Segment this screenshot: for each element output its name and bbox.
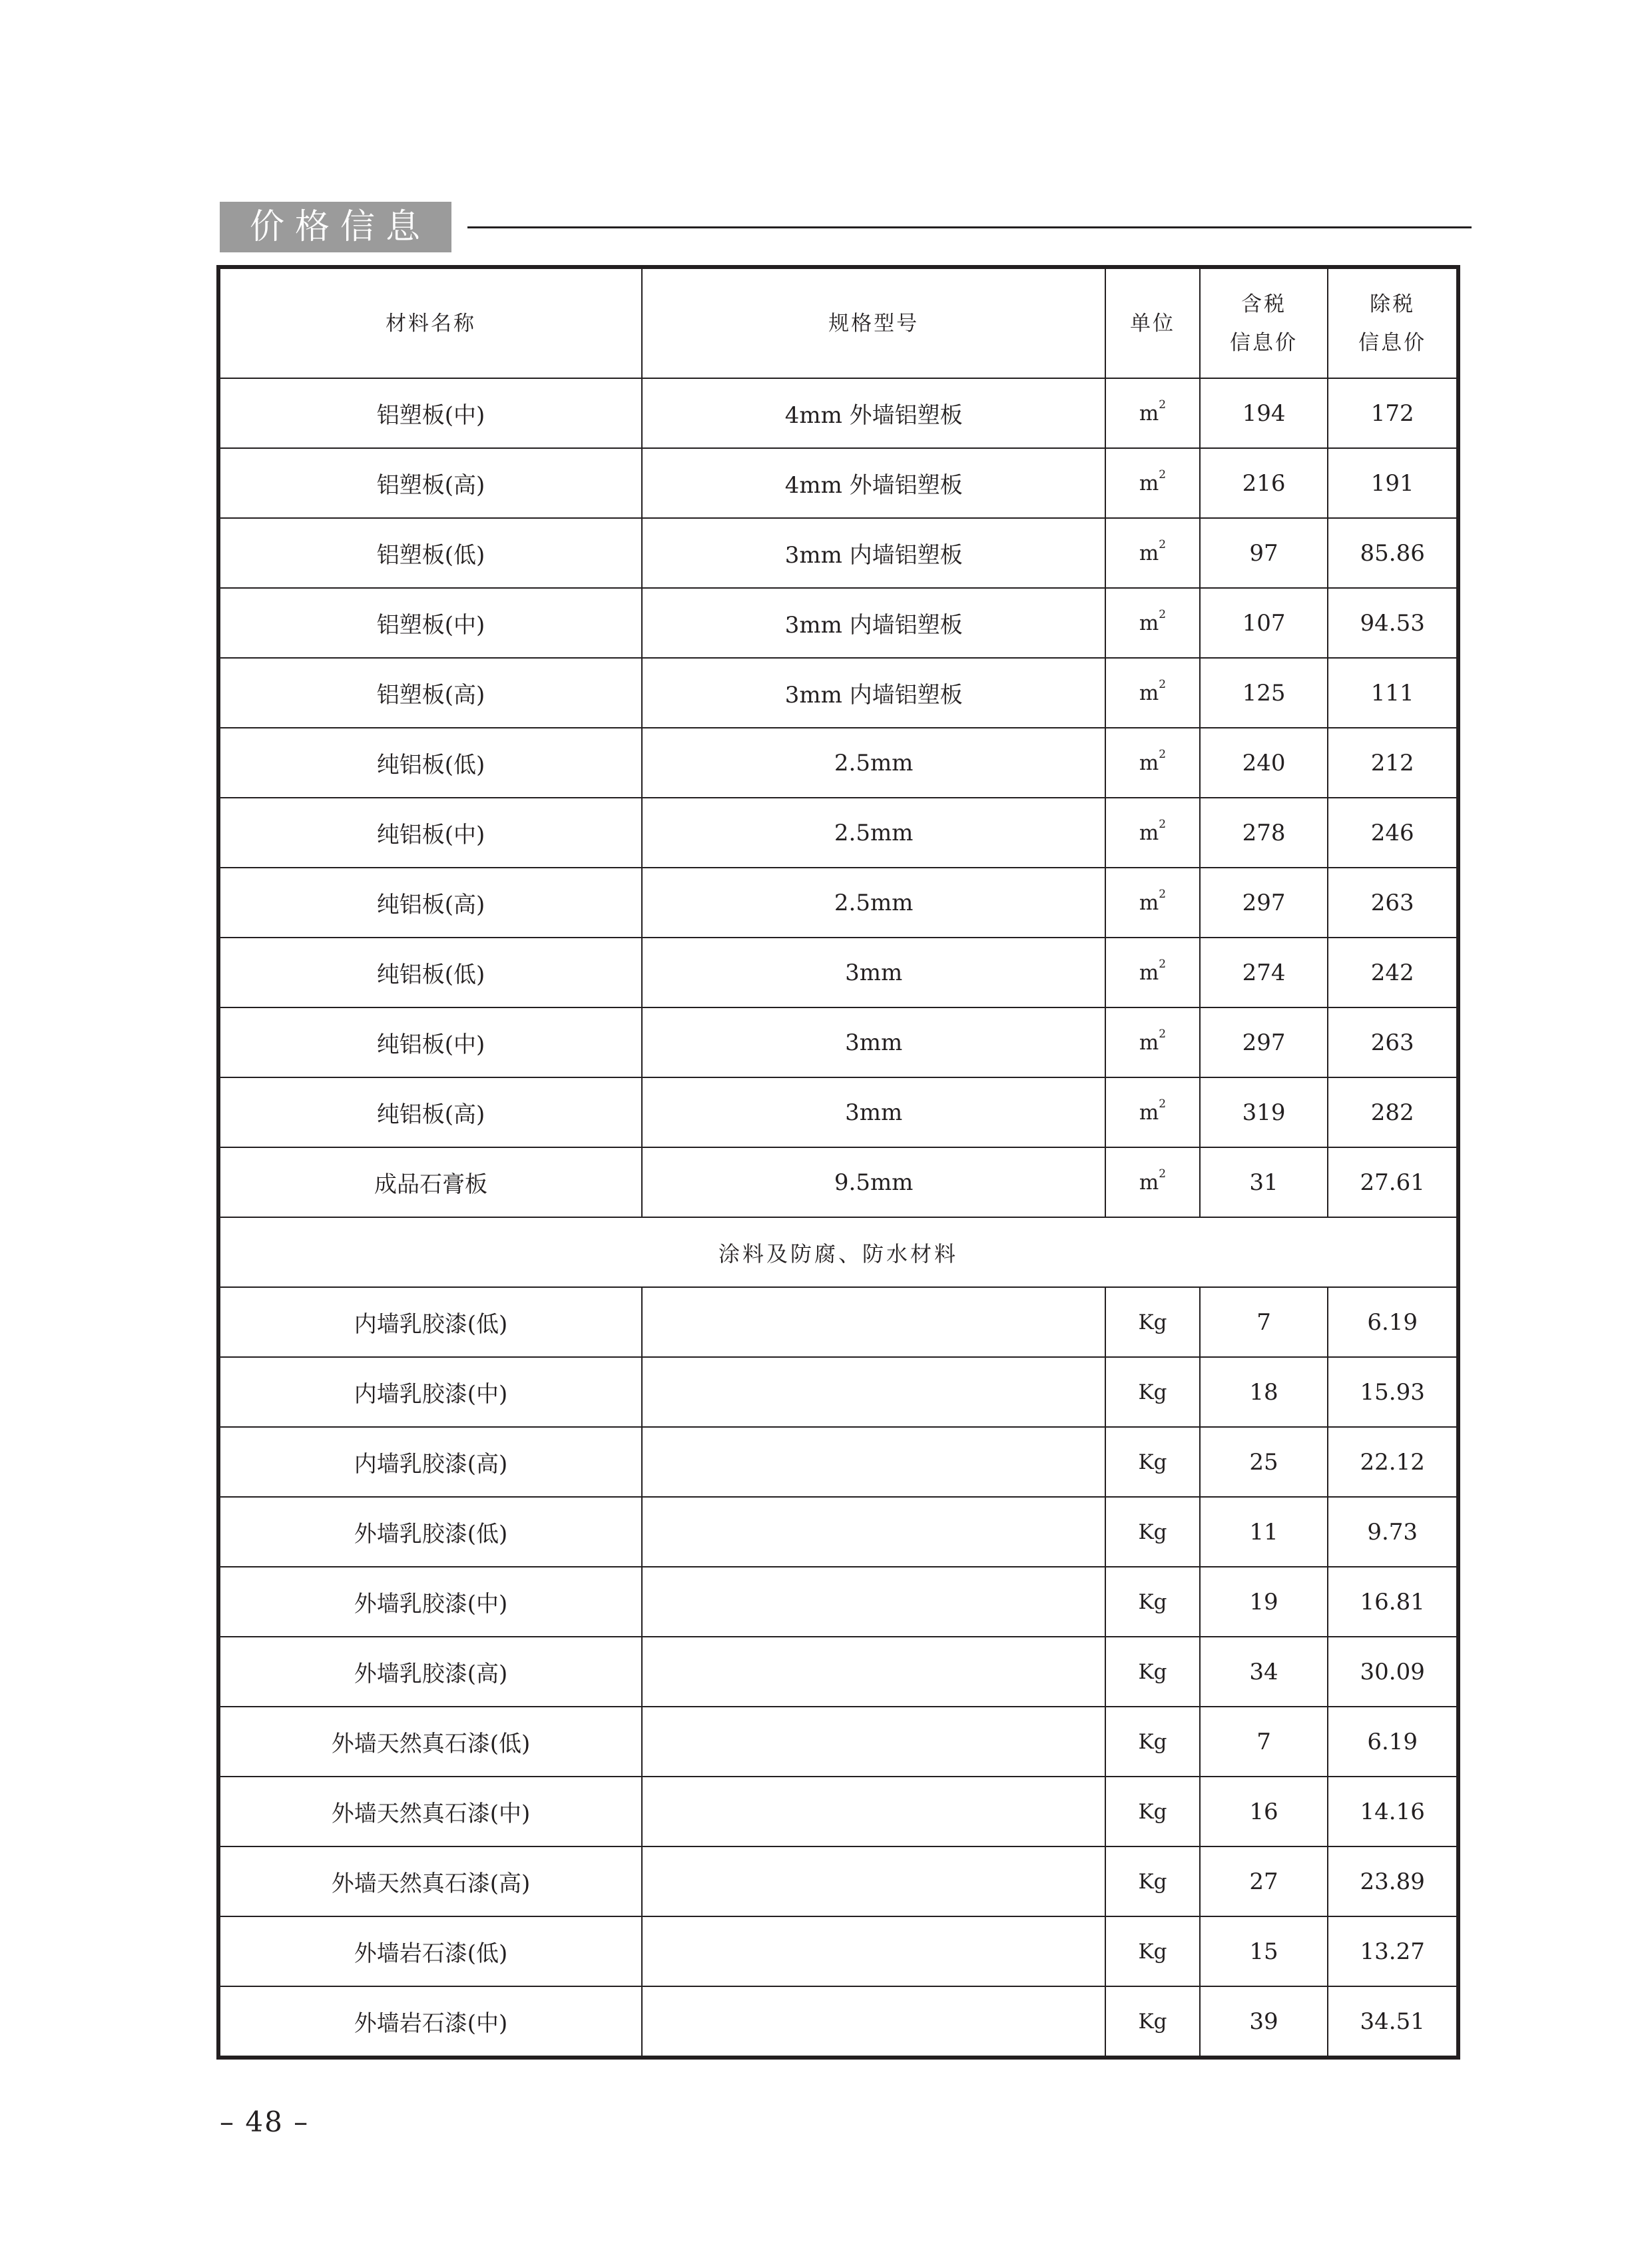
- unit-cell: [1105, 1007, 1199, 1077]
- unit-text: Kg: [1138, 2009, 1167, 2034]
- unit-superscript: 2: [1159, 1027, 1167, 1041]
- table-row: [218, 1287, 1458, 1357]
- table-row: [218, 1707, 1458, 1777]
- unit-text: m: [1139, 750, 1159, 775]
- material-name-cell: 铝塑板(中): [218, 378, 642, 448]
- spec-model-cell: 2.5mm: [642, 868, 1105, 938]
- material-name-cell: 外墙乳胶漆(高): [218, 1637, 642, 1707]
- unit-cell: [1105, 1287, 1199, 1357]
- tax-excluded-price-cell: 9.73: [1328, 1497, 1458, 1567]
- category-label: 涂料及防腐、防水材料: [218, 1217, 1458, 1287]
- unit-text: m: [1139, 401, 1159, 425]
- tax-included-price-cell: 278: [1200, 798, 1328, 868]
- unit-cell: [1105, 728, 1199, 798]
- material-name-cell: 纯铝板(高): [218, 1077, 642, 1147]
- unit-cell: [1105, 378, 1199, 448]
- spec-model-cell: 3mm: [642, 1077, 1105, 1147]
- unit-text: m: [1139, 541, 1159, 565]
- unit-cell: [1105, 1986, 1199, 2058]
- tax-included-price-cell: 7: [1200, 1287, 1328, 1357]
- unit-text: m: [1139, 1100, 1159, 1125]
- material-name-cell: 外墙天然真石漆(高): [218, 1846, 642, 1916]
- tax-included-price-cell: 15: [1200, 1916, 1328, 1986]
- material-name-cell: 外墙岩石漆(低): [218, 1916, 642, 1986]
- unit-text: Kg: [1138, 1729, 1167, 1754]
- tax-excluded-price-cell: 263: [1328, 1007, 1458, 1077]
- header-tax-included-price: [1200, 267, 1328, 378]
- material-name-cell: 铝塑板(高): [218, 448, 642, 518]
- unit-text: Kg: [1138, 1450, 1167, 1474]
- unit-text: Kg: [1138, 1869, 1167, 1894]
- tax-included-price-cell: 7: [1200, 1707, 1328, 1777]
- table-row: [218, 1637, 1458, 1707]
- material-name-cell: 内墙乳胶漆(低): [218, 1287, 642, 1357]
- tax-included-price-cell: 194: [1200, 378, 1328, 448]
- unit-text: m: [1139, 611, 1159, 635]
- spec-model-cell: [642, 1846, 1105, 1916]
- unit-text: Kg: [1138, 1589, 1167, 1614]
- tax-excluded-price-cell: 191: [1328, 448, 1458, 518]
- unit-superscript: 2: [1159, 467, 1167, 481]
- tax-included-price-cell: 297: [1200, 1007, 1328, 1077]
- tax-excluded-price-cell: 16.81: [1328, 1567, 1458, 1637]
- table-row: [218, 378, 1458, 448]
- tax-included-price-cell: 25: [1200, 1427, 1328, 1497]
- unit-superscript: 2: [1159, 887, 1167, 901]
- tax-included-price-cell: 97: [1200, 518, 1328, 588]
- material-name-cell: 铝塑板(高): [218, 658, 642, 728]
- spec-model-cell: [642, 1637, 1105, 1707]
- table-row: [218, 1986, 1458, 2058]
- spec-model-cell: [642, 1707, 1105, 1777]
- table-row: [218, 1427, 1458, 1497]
- tax-excluded-price-cell: 14.16: [1328, 1777, 1458, 1846]
- spec-model-cell: 3mm: [642, 938, 1105, 1007]
- table-row: [218, 1007, 1458, 1077]
- unit-text: Kg: [1138, 1939, 1167, 1964]
- header-tax-included-line1: 含税: [1241, 292, 1287, 316]
- material-name-cell: 纯铝板(中): [218, 798, 642, 868]
- tax-excluded-price-cell: 242: [1328, 938, 1458, 1007]
- unit-cell: [1105, 1077, 1199, 1147]
- unit-text: Kg: [1138, 1380, 1167, 1404]
- table-header-row: [218, 267, 1458, 378]
- tax-excluded-price-cell: 172: [1328, 378, 1458, 448]
- table-row: [218, 868, 1458, 938]
- tax-excluded-price-cell: 111: [1328, 658, 1458, 728]
- tax-excluded-price-cell: 246: [1328, 798, 1458, 868]
- unit-cell: [1105, 1497, 1199, 1567]
- header-material-name: 材料名称: [218, 267, 642, 378]
- unit-superscript: 2: [1159, 537, 1167, 551]
- unit-cell: [1105, 588, 1199, 658]
- material-name-cell: 纯铝板(低): [218, 938, 642, 1007]
- table-row: [218, 588, 1458, 658]
- unit-cell: [1105, 658, 1199, 728]
- material-name-cell: 内墙乳胶漆(中): [218, 1357, 642, 1427]
- material-name-cell: 纯铝板(中): [218, 1007, 642, 1077]
- material-name-cell: 外墙天然真石漆(低): [218, 1707, 642, 1777]
- spec-model-cell: [642, 1916, 1105, 1986]
- header-tax-excluded-line1: 除税: [1370, 292, 1416, 316]
- tax-included-price-cell: 240: [1200, 728, 1328, 798]
- unit-cell: [1105, 1777, 1199, 1846]
- material-name-cell: 外墙天然真石漆(中): [218, 1777, 642, 1846]
- unit-text: Kg: [1138, 1310, 1167, 1334]
- tax-included-price-cell: 107: [1200, 588, 1328, 658]
- material-name-cell: 成品石膏板: [218, 1147, 642, 1217]
- material-name-cell: 纯铝板(高): [218, 868, 642, 938]
- unit-text: m: [1139, 1170, 1159, 1195]
- unit-superscript: 2: [1159, 607, 1167, 621]
- price-table: [216, 265, 1460, 2060]
- material-name-cell: 外墙乳胶漆(中): [218, 1567, 642, 1637]
- material-name-cell: 内墙乳胶漆(高): [218, 1427, 642, 1497]
- unit-superscript: 2: [1159, 957, 1167, 971]
- unit-superscript: 2: [1159, 1097, 1167, 1111]
- tax-included-price-cell: 39: [1200, 1986, 1328, 2058]
- section-header: [220, 202, 1472, 252]
- table-row: [218, 1497, 1458, 1567]
- unit-cell: [1105, 798, 1199, 868]
- table-row: [218, 518, 1458, 588]
- spec-model-cell: [642, 1567, 1105, 1637]
- unit-cell: [1105, 1567, 1199, 1637]
- unit-text: Kg: [1138, 1659, 1167, 1684]
- material-name-cell: 外墙岩石漆(中): [218, 1986, 642, 2058]
- spec-model-cell: 4mm 外墙铝塑板: [642, 448, 1105, 518]
- unit-text: m: [1139, 471, 1159, 495]
- table-row: [218, 1147, 1458, 1217]
- tax-excluded-price-cell: 22.12: [1328, 1427, 1458, 1497]
- header-tax-excluded-line2: 信息价: [1358, 330, 1427, 355]
- tax-included-price-cell: 11: [1200, 1497, 1328, 1567]
- spec-model-cell: 9.5mm: [642, 1147, 1105, 1217]
- tax-included-price-cell: 31: [1200, 1147, 1328, 1217]
- tax-included-price-cell: 216: [1200, 448, 1328, 518]
- header-spec-model: 规格型号: [642, 267, 1105, 378]
- spec-model-cell: [642, 1777, 1105, 1846]
- tax-included-price-cell: 16: [1200, 1777, 1328, 1846]
- material-name-cell: 铝塑板(中): [218, 588, 642, 658]
- unit-cell: [1105, 448, 1199, 518]
- spec-model-cell: 3mm: [642, 1007, 1105, 1077]
- unit-text: m: [1139, 960, 1159, 985]
- material-name-cell: 外墙乳胶漆(低): [218, 1497, 642, 1567]
- material-name-cell: 铝塑板(低): [218, 518, 642, 588]
- table-row: [218, 938, 1458, 1007]
- spec-model-cell: 3mm 内墙铝塑板: [642, 518, 1105, 588]
- spec-model-cell: [642, 1357, 1105, 1427]
- category-row: [218, 1217, 1458, 1287]
- table-row: [218, 1916, 1458, 1986]
- unit-cell: [1105, 1147, 1199, 1217]
- tax-included-price-cell: 297: [1200, 868, 1328, 938]
- tax-excluded-price-cell: 85.86: [1328, 518, 1458, 588]
- tax-included-price-cell: 34: [1200, 1637, 1328, 1707]
- spec-model-cell: 3mm 内墙铝塑板: [642, 658, 1105, 728]
- section-divider: [467, 226, 1472, 228]
- tax-included-price-cell: 125: [1200, 658, 1328, 728]
- tax-excluded-price-cell: 13.27: [1328, 1916, 1458, 1986]
- tax-excluded-price-cell: 263: [1328, 868, 1458, 938]
- spec-model-cell: [642, 1287, 1105, 1357]
- tax-included-price-cell: 19: [1200, 1567, 1328, 1637]
- table-row: [218, 1846, 1458, 1916]
- unit-cell: [1105, 938, 1199, 1007]
- table-row: [218, 1077, 1458, 1147]
- unit-text: m: [1139, 820, 1159, 845]
- table-row: [218, 658, 1458, 728]
- unit-superscript: 2: [1159, 398, 1167, 412]
- material-name-cell: 纯铝板(低): [218, 728, 642, 798]
- unit-text: m: [1139, 681, 1159, 705]
- unit-cell: [1105, 1427, 1199, 1497]
- tax-excluded-price-cell: 23.89: [1328, 1846, 1458, 1916]
- header-tax-excluded-price: [1328, 267, 1458, 378]
- tax-excluded-price-cell: 34.51: [1328, 1986, 1458, 2058]
- tax-excluded-price-cell: 94.53: [1328, 588, 1458, 658]
- tax-excluded-price-cell: 282: [1328, 1077, 1458, 1147]
- section-title: 价格信息: [220, 202, 451, 252]
- unit-cell: [1105, 1357, 1199, 1427]
- spec-model-cell: 3mm 内墙铝塑板: [642, 588, 1105, 658]
- unit-superscript: 2: [1159, 747, 1167, 761]
- unit-text: m: [1139, 890, 1159, 915]
- table-row: [218, 728, 1458, 798]
- tax-included-price-cell: 27: [1200, 1846, 1328, 1916]
- unit-superscript: 2: [1159, 1167, 1167, 1181]
- page-number: – 48 –: [220, 2106, 310, 2138]
- unit-cell: [1105, 1846, 1199, 1916]
- unit-text: m: [1139, 1030, 1159, 1055]
- unit-cell: [1105, 1916, 1199, 1986]
- tax-included-price-cell: 274: [1200, 938, 1328, 1007]
- unit-text: Kg: [1138, 1520, 1167, 1544]
- tax-excluded-price-cell: 15.93: [1328, 1357, 1458, 1427]
- header-tax-included-line2: 信息价: [1230, 330, 1298, 355]
- unit-cell: [1105, 518, 1199, 588]
- tax-excluded-price-cell: 27.61: [1328, 1147, 1458, 1217]
- tax-excluded-price-cell: 212: [1328, 728, 1458, 798]
- table-row: [218, 798, 1458, 868]
- spec-model-cell: 4mm 外墙铝塑板: [642, 378, 1105, 448]
- unit-text: Kg: [1138, 1799, 1167, 1824]
- table-body: [218, 378, 1458, 2058]
- tax-excluded-price-cell: 6.19: [1328, 1287, 1458, 1357]
- unit-cell: [1105, 1637, 1199, 1707]
- table-row: [218, 1357, 1458, 1427]
- spec-model-cell: [642, 1986, 1105, 2058]
- spec-model-cell: [642, 1497, 1105, 1567]
- spec-model-cell: 2.5mm: [642, 728, 1105, 798]
- table-row: [218, 1567, 1458, 1637]
- unit-superscript: 2: [1159, 677, 1167, 691]
- table-row: [218, 1777, 1458, 1846]
- tax-excluded-price-cell: 6.19: [1328, 1707, 1458, 1777]
- tax-excluded-price-cell: 30.09: [1328, 1637, 1458, 1707]
- header-unit: 单位: [1105, 267, 1199, 378]
- tax-included-price-cell: 18: [1200, 1357, 1328, 1427]
- table-row: [218, 448, 1458, 518]
- tax-included-price-cell: 319: [1200, 1077, 1328, 1147]
- spec-model-cell: [642, 1427, 1105, 1497]
- unit-cell: [1105, 1707, 1199, 1777]
- spec-model-cell: 2.5mm: [642, 798, 1105, 868]
- unit-superscript: 2: [1159, 817, 1167, 831]
- unit-cell: [1105, 868, 1199, 938]
